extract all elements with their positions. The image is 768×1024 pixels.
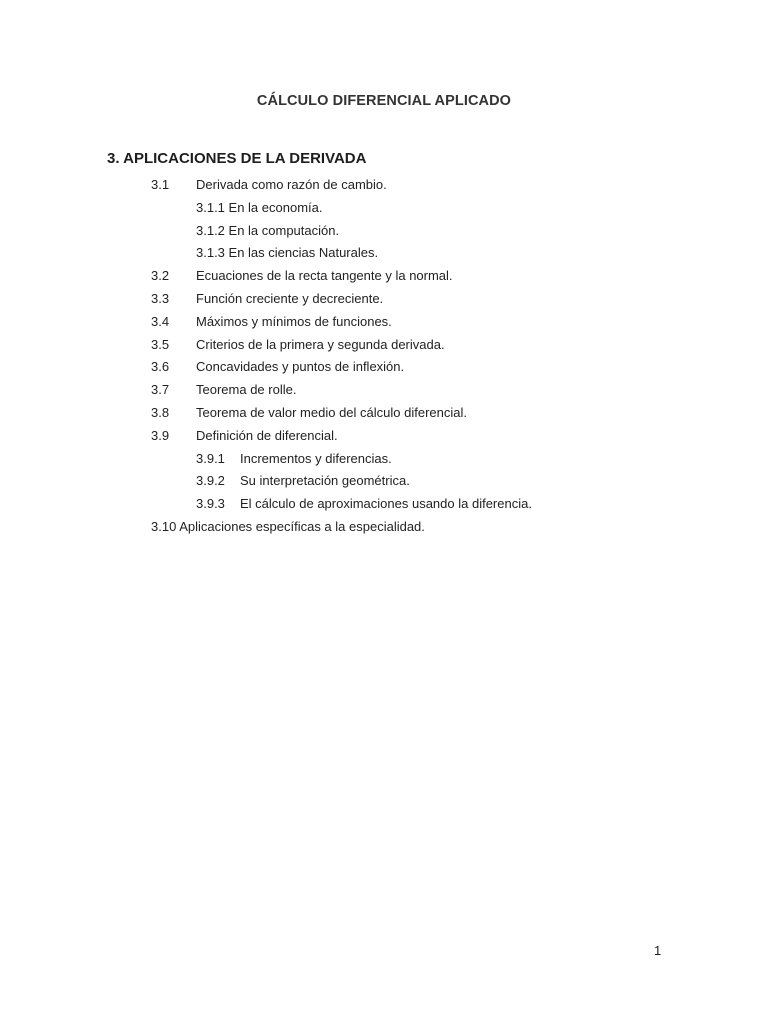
table-of-contents (0, 174, 768, 539)
toc-item-line: 3.1.3 En las ciencias Naturales. (196, 245, 379, 261)
toc-item-text: Máximos y mínimos de funciones. (196, 313, 392, 329)
toc-item-3-4 (0, 311, 768, 334)
document-title: CÁLCULO DIFERENCIAL APLICADO (256, 93, 512, 109)
toc-item-number: 3.1 (151, 177, 170, 192)
toc-item-3-5 (0, 334, 768, 357)
toc-item-3-1-2 (0, 220, 768, 243)
toc-item-number: 3.9.2 (196, 473, 225, 489)
toc-item-number: 3.5 (151, 336, 170, 352)
toc-item-text: Derivada como razón de cambio. (196, 177, 387, 192)
toc-item-3-3 (0, 288, 768, 311)
toc-item-3-1-3 (0, 242, 768, 265)
toc-item-number: 3.9 (151, 427, 170, 443)
toc-item-number: 3.9.3 (196, 496, 225, 512)
page-number: 1 (654, 943, 662, 958)
toc-item-3-9 (0, 425, 768, 448)
toc-item-3-8 (0, 402, 768, 425)
toc-item-line: 3.1.1 En la economía. (196, 199, 323, 215)
toc-item-line: 3.1.2 En la computación. (196, 222, 340, 238)
toc-item-number: 3.4 (151, 313, 170, 329)
toc-item-3-1 (0, 174, 768, 197)
toc-item-3-9-3 (0, 493, 768, 516)
toc-item-line: 3.10 Aplicaciones específicas a la especialidad. (151, 518, 425, 534)
toc-item-text: Criterios de la primera y segunda derivada. (196, 336, 445, 352)
toc-item-text: El cálculo de aproximaciones usando la diferencia. (240, 496, 532, 512)
toc-item-number: 3.9.1 (196, 450, 225, 466)
toc-item-text: Incrementos y diferencias. (240, 450, 392, 466)
toc-item-text: Su interpretación geométrica. (240, 473, 410, 489)
toc-item-number: 3.3 (151, 290, 170, 306)
toc-item-number: 3.7 (151, 382, 170, 398)
toc-item-text: Teorema de rolle. (196, 382, 297, 398)
toc-item-number: 3.8 (151, 404, 170, 420)
toc-item-3-2 (0, 265, 768, 288)
toc-item-3-9-1 (0, 448, 768, 471)
toc-item-number: 3.6 (151, 359, 170, 375)
toc-item-text: Teorema de valor medio del cálculo diferencial. (196, 404, 467, 420)
section-heading: 3. APLICACIONES DE LA DERIVADA (107, 150, 367, 167)
toc-item-text: Concavidades y puntos de inflexión. (196, 359, 405, 375)
toc-item-text: Definición de diferencial. (196, 427, 338, 443)
toc-item-text: Ecuaciones de la recta tangente y la normal. (196, 268, 453, 284)
toc-item-3-6 (0, 356, 768, 379)
toc-item-number: 3.2 (151, 268, 170, 284)
toc-item-3-1-1 (0, 197, 768, 220)
toc-item-3-7 (0, 379, 768, 402)
toc-item-text: Función creciente y decreciente. (196, 290, 384, 306)
toc-item-3-9-2 (0, 470, 768, 493)
toc-item-3-10 (0, 516, 768, 539)
